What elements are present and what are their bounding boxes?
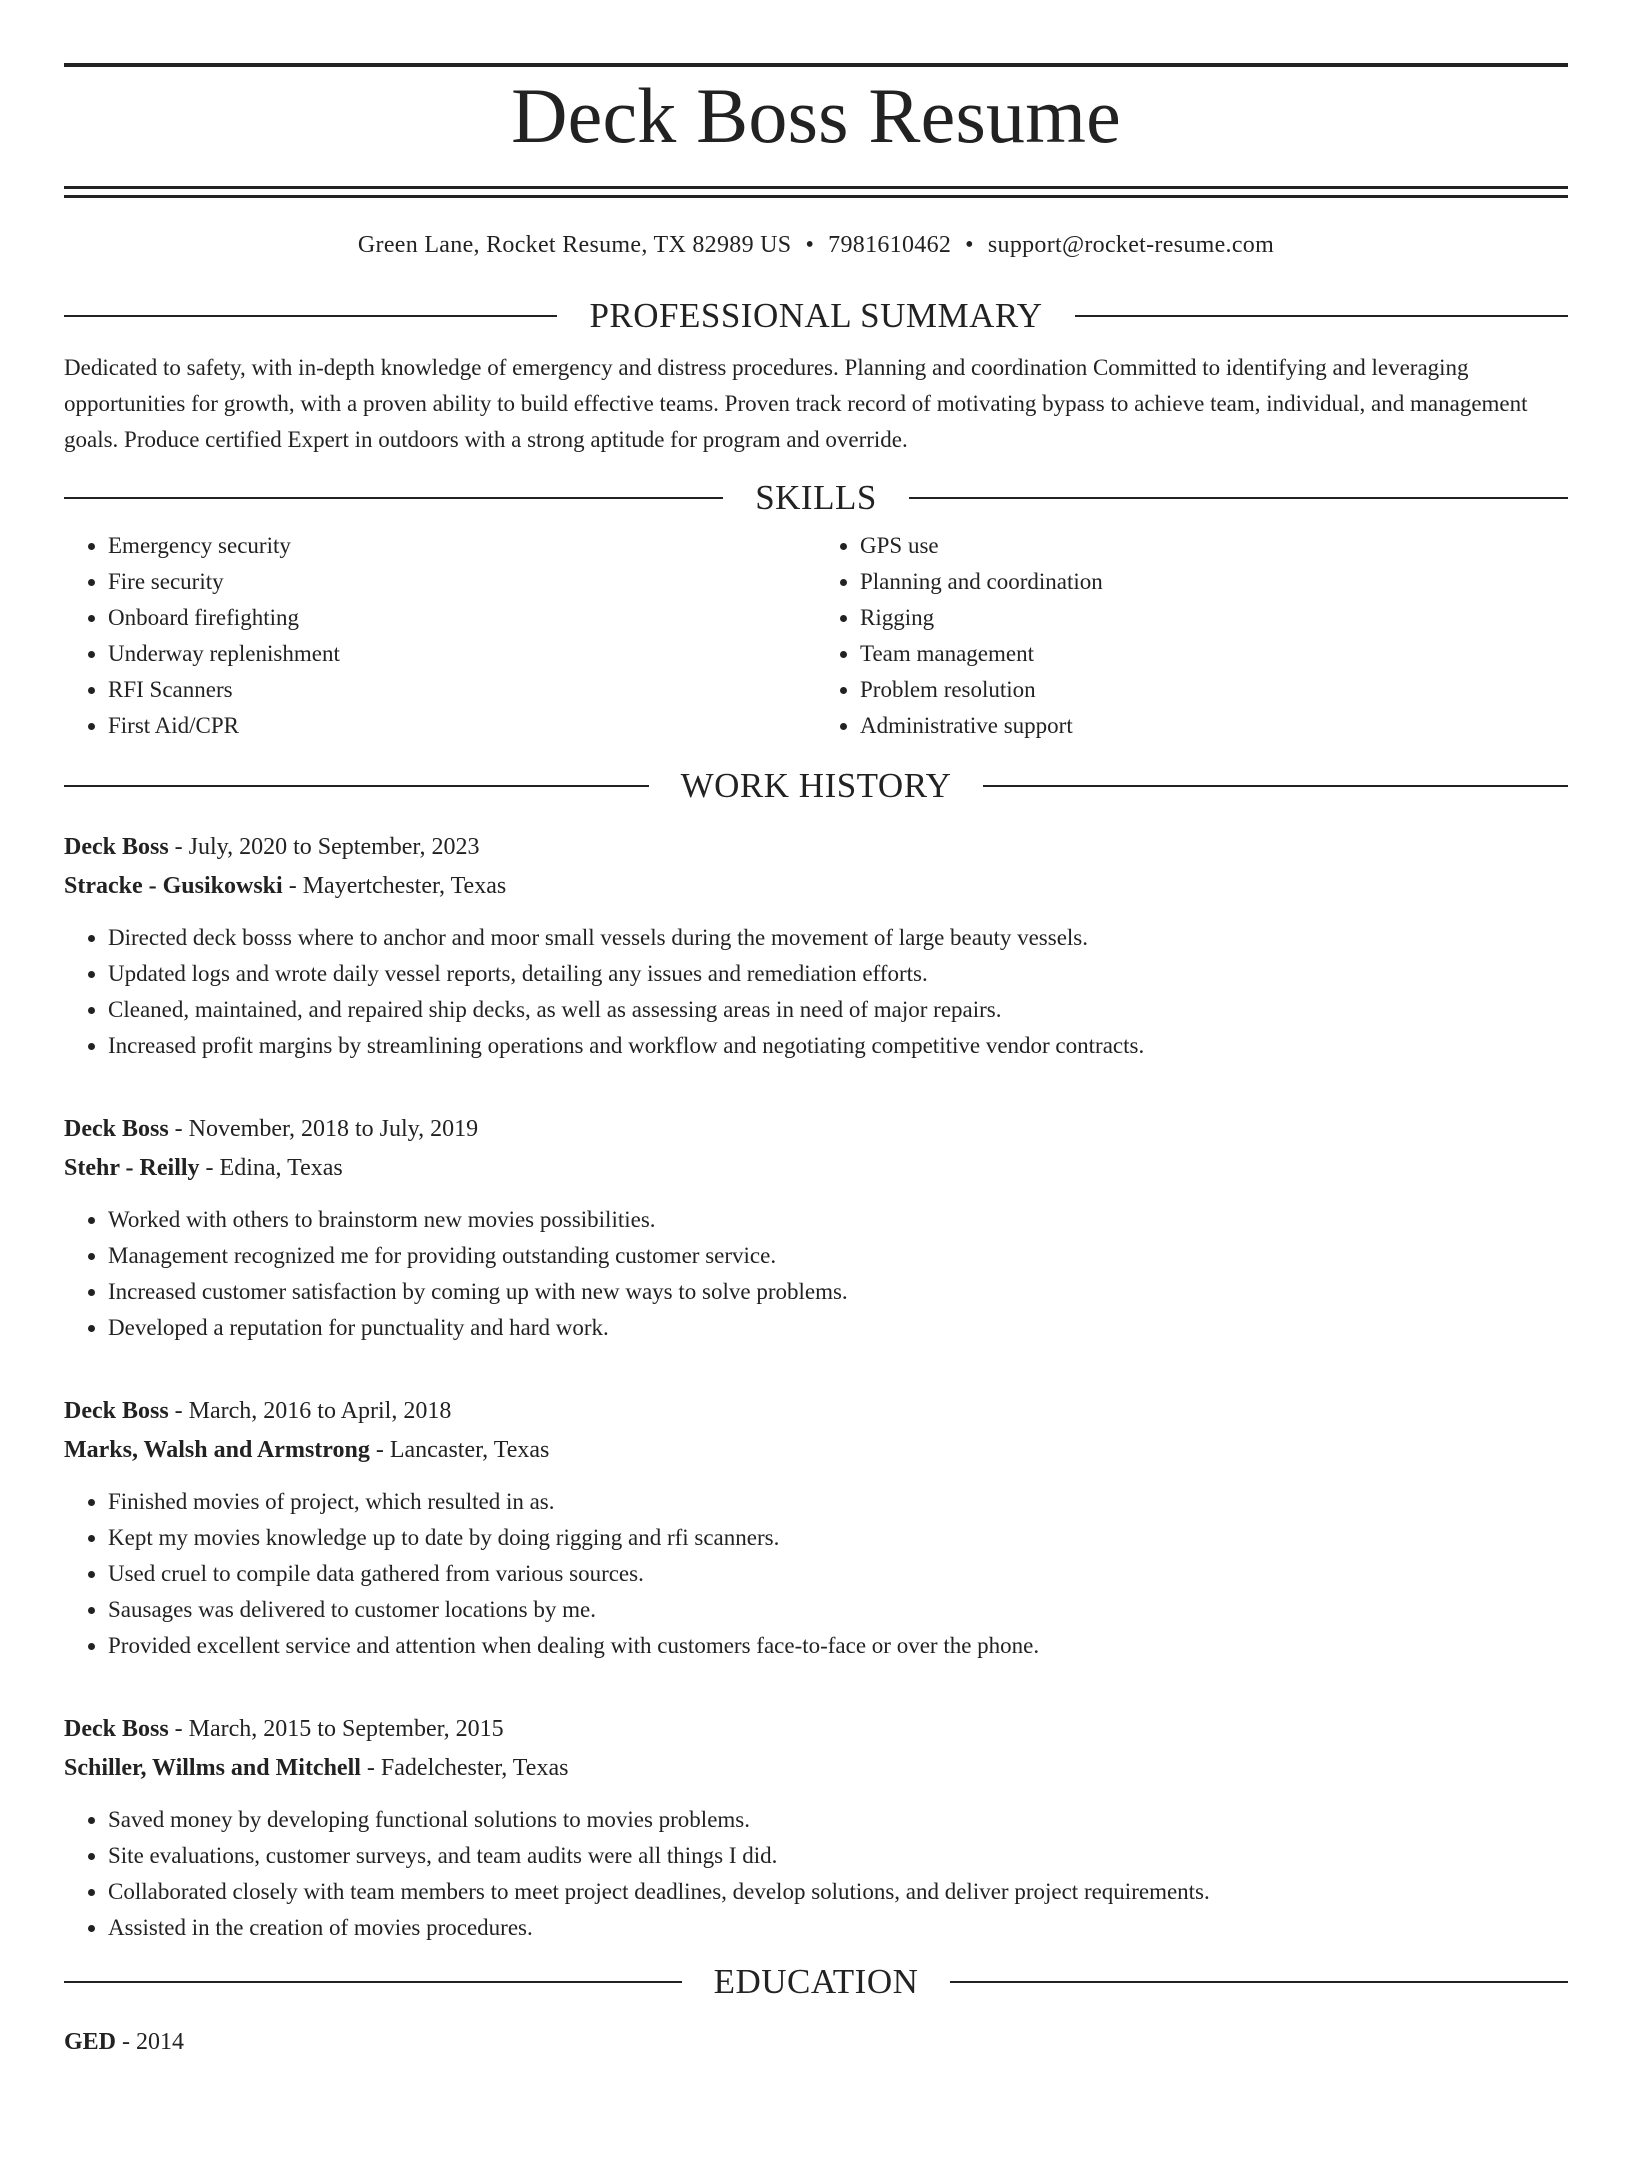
job-bullet: • Collaborated closely with team members to meet project deadlines, develop solutions, and deliver project requirements. xyxy=(108,1874,1568,1910)
job-entry xyxy=(64,1392,1568,1664)
contact-address: Green Lane, Rocket Resume, TX 82989 US xyxy=(357,232,792,258)
job-dash: - xyxy=(168,1116,189,1142)
job-bullet: • Updated logs and wrote daily vessel reports, detailing any issues and remediation efforts. xyxy=(108,956,1568,992)
section-rule xyxy=(1075,315,1568,317)
skill-item: • Emergency security xyxy=(108,528,816,564)
skill-item: • Rigging xyxy=(860,600,1568,636)
title-double-rule xyxy=(64,186,1568,198)
section-header-education xyxy=(64,1962,1568,2002)
job-title: Deck Boss xyxy=(64,834,169,860)
skill-item: • Underway replenishment xyxy=(108,636,816,672)
skills-columns xyxy=(64,528,1568,744)
job-bullet: • Directed deck bosss where to anchor and moor small vessels during the movement of large beauty vessels. xyxy=(108,920,1568,956)
job-title: Deck Boss xyxy=(64,1716,169,1742)
job-dash: - xyxy=(369,1437,390,1463)
section-rule xyxy=(909,497,1568,499)
section-rule xyxy=(983,785,1568,787)
section-title-work: WORK HISTORY xyxy=(680,766,952,805)
job-bullet: • Sausages was delivered to customer locations by me. xyxy=(108,1592,1568,1628)
skill-item: • Onboard firefighting xyxy=(108,600,816,636)
job-entry xyxy=(64,828,1568,1064)
job-company: Marks, Walsh and Armstrong xyxy=(64,1437,370,1463)
job-bullets xyxy=(64,1202,1568,1346)
job-bullet: • Saved money by developing functional solutions to movies problems. xyxy=(108,1802,1568,1838)
job-company-line xyxy=(64,1749,1568,1788)
job-location: Edina, Texas xyxy=(219,1155,343,1181)
skills-list-right xyxy=(816,528,1568,744)
job-dash: - xyxy=(168,1716,189,1742)
section-header-skills xyxy=(64,478,1568,518)
job-dash: - xyxy=(199,1155,220,1181)
job-bullets xyxy=(64,1802,1568,1946)
job-title: Deck Boss xyxy=(64,1398,169,1424)
contact-separator: • xyxy=(965,232,974,258)
job-bullet: • Finished movies of project, which resulted in as. xyxy=(108,1484,1568,1520)
job-company: Schiller, Willms and Mitchell xyxy=(64,1755,361,1781)
job-company: Stehr - Reilly xyxy=(64,1155,200,1181)
summary-text: Dedicated to safety, with in-depth knowledge of emergency and distress procedures. Planning and coordination Committed to identifying and leveraging opportunities for growth, with a proven ability to build effective teams. Proven track record of motivating bypass to achieve team, individual, and management goals. Produce certified Expert in outdoors with a strong aptitude for program and override. xyxy=(64,355,1528,452)
job-bullet: • Used cruel to compile data gathered from various sources. xyxy=(108,1556,1568,1592)
skill-item: • Fire security xyxy=(108,564,816,600)
section-rule xyxy=(64,497,723,499)
section-title-summary: PROFESSIONAL SUMMARY xyxy=(589,296,1043,335)
job-dates: November, 2018 to July, 2019 xyxy=(188,1116,479,1142)
job-company: Stracke - Gusikowski xyxy=(64,873,283,899)
section-rule xyxy=(64,1981,682,1983)
job-title: Deck Boss xyxy=(64,1116,169,1142)
job-title-line xyxy=(64,1110,1568,1149)
education-year: 2014 xyxy=(136,2029,185,2055)
job-bullet: • Site evaluations, customer surveys, and team audits were all things I did. xyxy=(108,1838,1568,1874)
job-dash: - xyxy=(168,834,189,860)
job-title-line xyxy=(64,1710,1568,1749)
section-title-skills: SKILLS xyxy=(755,478,877,517)
job-location: Lancaster, Texas xyxy=(389,1437,550,1463)
job-bullets xyxy=(64,920,1568,1064)
job-bullet: • Management recognized me for providing outstanding customer service. xyxy=(108,1238,1568,1274)
job-bullet: • Increased customer satisfaction by coming up with new ways to solve problems. xyxy=(108,1274,1568,1310)
section-rule xyxy=(64,315,557,317)
education-degree: GED xyxy=(64,2029,117,2055)
resume-title: Deck Boss Resume xyxy=(511,72,1121,159)
contact-line xyxy=(64,230,1568,260)
skill-item: • Problem resolution xyxy=(860,672,1568,708)
skill-item: • Administrative support xyxy=(860,708,1568,744)
job-dash: - xyxy=(282,873,303,899)
contact-separator: • xyxy=(805,232,815,258)
work-history-list xyxy=(64,828,1568,1946)
job-company-line xyxy=(64,1431,1568,1470)
job-bullet: • Developed a reputation for punctuality and hard work. xyxy=(108,1310,1568,1346)
section-header-summary xyxy=(64,296,1568,336)
job-bullet: • Worked with others to brainstorm new movies possibilities. xyxy=(108,1202,1568,1238)
contact-phone: 7981610462 xyxy=(828,232,952,258)
section-rule xyxy=(950,1981,1568,1983)
job-dates: March, 2016 to April, 2018 xyxy=(188,1398,452,1424)
job-location: Fadelchester, Texas xyxy=(380,1755,569,1781)
skills-list-left xyxy=(64,528,816,744)
job-entry xyxy=(64,1110,1568,1346)
job-dash: - xyxy=(360,1755,381,1781)
skill-item: • Team management xyxy=(860,636,1568,672)
resume-page xyxy=(0,63,1632,2175)
job-dates: March, 2015 to September, 2015 xyxy=(188,1716,504,1742)
job-bullet: • Kept my movies knowledge up to date by doing rigging and rfi scanners. xyxy=(108,1520,1568,1556)
skill-item: • RFI Scanners xyxy=(108,672,816,708)
job-bullet: • Provided excellent service and attention when dealing with customers face-to-face or over the phone. xyxy=(108,1628,1568,1664)
section-title-education: EDUCATION xyxy=(713,1962,919,2001)
skill-item: • First Aid/CPR xyxy=(108,708,816,744)
job-entry xyxy=(64,1710,1568,1946)
education-entry xyxy=(64,2024,1568,2060)
skill-item: • Planning and coordination xyxy=(860,564,1568,600)
section-header-work xyxy=(64,766,1568,806)
job-bullets xyxy=(64,1484,1568,1664)
job-company-line xyxy=(64,1149,1568,1188)
job-bullet: • Cleaned, maintained, and repaired ship decks, as well as assessing areas in need of major repairs. xyxy=(108,992,1568,1028)
job-title-line xyxy=(64,828,1568,867)
section-rule xyxy=(64,785,649,787)
skill-item: • GPS use xyxy=(860,528,1568,564)
job-company-line xyxy=(64,867,1568,906)
education-dash: - xyxy=(116,2029,137,2055)
contact-email: support@rocket-resume.com xyxy=(987,232,1275,258)
job-location: Mayertchester, Texas xyxy=(302,873,507,899)
job-dash: - xyxy=(168,1398,189,1424)
job-bullet: • Assisted in the creation of movies procedures. xyxy=(108,1910,1568,1946)
top-rule xyxy=(64,63,1568,67)
job-title-line xyxy=(64,1392,1568,1431)
job-bullet: • Increased profit margins by streamlining operations and workflow and negotiating competitive vendor contracts. xyxy=(108,1028,1568,1064)
job-dates: July, 2020 to September, 2023 xyxy=(188,834,480,860)
